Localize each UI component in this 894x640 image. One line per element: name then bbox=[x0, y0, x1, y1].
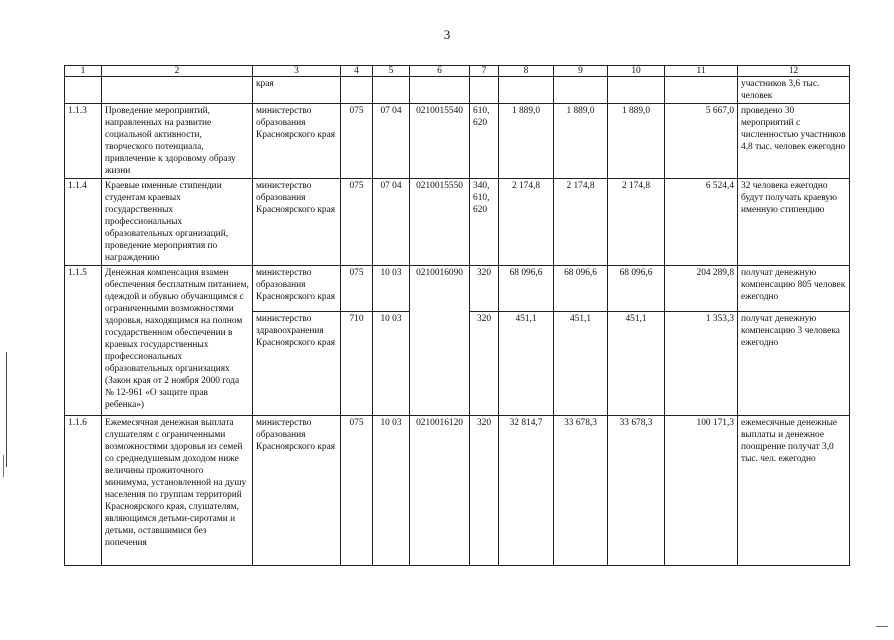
header-cell: 5 bbox=[373, 66, 410, 77]
cell-c6: 0210016120 bbox=[410, 416, 470, 566]
cell-c11 bbox=[665, 77, 738, 104]
header-cell: 9 bbox=[554, 66, 608, 77]
cell-c5: 07 04 bbox=[373, 104, 410, 179]
header-row bbox=[65, 66, 850, 77]
cell-c7 bbox=[470, 77, 499, 104]
table-row bbox=[65, 179, 850, 266]
cell-result: ежемесячные денежные выплаты и денежное поощрение получат 3,0 тыс. чел. ежегодно bbox=[738, 416, 850, 566]
header-cell: 4 bbox=[341, 66, 373, 77]
cell-org: министерство образования Красноярского края bbox=[253, 266, 341, 312]
table-row-continued bbox=[65, 77, 850, 104]
cell-c11: 1 353,3 bbox=[665, 312, 738, 416]
cell-name: Проведение мероприятий, направленных на развитие социальной активности, творческого потенциала, привлечение к здоровому образу жизни bbox=[102, 104, 253, 179]
cell-c9: 1 889,0 bbox=[554, 104, 608, 179]
cell-c4: 075 bbox=[341, 416, 373, 566]
header-cell: 10 bbox=[608, 66, 665, 77]
cell-c6 bbox=[410, 77, 470, 104]
header-cell: 3 bbox=[253, 66, 341, 77]
header-cell: 6 bbox=[410, 66, 470, 77]
cell-c5: 10 03 bbox=[373, 416, 410, 566]
cell-num: 1.1.3 bbox=[65, 104, 102, 179]
cell-org: министерство образования Красноярского края bbox=[253, 104, 341, 179]
cell-c10: 2 174,8 bbox=[608, 179, 665, 266]
cell-c11: 5 667,0 bbox=[665, 104, 738, 179]
cell-c5 bbox=[373, 77, 410, 104]
cell-result: 32 человека ежегодно будут получать краевую именную стипендию bbox=[738, 179, 850, 266]
cell-c8 bbox=[499, 77, 554, 104]
cell-c5: 10 03 bbox=[373, 312, 410, 416]
cell-c6: 0210016090 bbox=[410, 266, 470, 416]
cell-result: получат денежную компенсацию 3 человека ежегодно bbox=[738, 312, 850, 416]
cell-c9: 33 678,3 bbox=[554, 416, 608, 566]
cell-c7: 320 bbox=[470, 312, 499, 416]
cell-num: 1.1.5 bbox=[65, 266, 102, 416]
cell-c9 bbox=[554, 77, 608, 104]
cell-c10: 451,1 bbox=[608, 312, 665, 416]
cell-c11: 100 171,3 bbox=[665, 416, 738, 566]
page-number: 3 bbox=[443, 27, 451, 42]
cell-c5: 07 04 bbox=[373, 179, 410, 266]
cell-result: получат денежную компенсацию 805 человек ежегодно bbox=[738, 266, 850, 312]
header-cell: 11 bbox=[665, 66, 738, 77]
cell-c4: 075 bbox=[341, 104, 373, 179]
scan-margin-line bbox=[6, 352, 7, 467]
cell-c4: 075 bbox=[341, 179, 373, 266]
table-row bbox=[65, 104, 850, 179]
cell-name: Краевые именные стипендии студентам краевых государственных профессиональных образовательных организаций, проведение мероприятия по награждению bbox=[102, 179, 253, 266]
cell-c11: 6 524,4 bbox=[665, 179, 738, 266]
cell-c9: 68 096,6 bbox=[554, 266, 608, 312]
cell-org: министерство образования Красноярского края bbox=[253, 416, 341, 566]
cell-c8: 2 174,8 bbox=[499, 179, 554, 266]
cell-c8: 451,1 bbox=[499, 312, 554, 416]
table-row bbox=[65, 416, 850, 566]
cell-c10: 1 889,0 bbox=[608, 104, 665, 179]
header-cell: 8 bbox=[499, 66, 554, 77]
header-cell: 7 bbox=[470, 66, 499, 77]
cell-c4 bbox=[341, 77, 373, 104]
cell-num: 1.1.6 bbox=[65, 416, 102, 566]
scan-corner-mark bbox=[876, 626, 888, 627]
cell-c5: 10 03 bbox=[373, 266, 410, 312]
cell-c10 bbox=[608, 77, 665, 104]
cell-c7: 340, 610, 620 bbox=[470, 179, 499, 266]
cell-c4: 710 bbox=[341, 312, 373, 416]
cell-org: министерство образования Красноярского края bbox=[253, 179, 341, 266]
cell-org: министерство здравоохранения Красноярского края bbox=[253, 312, 341, 416]
scan-margin-line-short bbox=[3, 455, 4, 477]
cell-num bbox=[65, 77, 102, 104]
cell-org: края bbox=[253, 77, 341, 104]
cell-c10: 68 096,6 bbox=[608, 266, 665, 312]
cell-c6: 0210015550 bbox=[410, 179, 470, 266]
cell-c6: 0210015540 bbox=[410, 104, 470, 179]
header-cell: 12 bbox=[738, 66, 850, 77]
cell-c7: 320 bbox=[470, 416, 499, 566]
cell-num: 1.1.4 bbox=[65, 179, 102, 266]
header-cell: 2 bbox=[102, 66, 253, 77]
program-measures-table bbox=[64, 65, 850, 566]
cell-name: Ежемесячная денежная выплата слушателям с ограниченными возможностями здоровья из семей со среднедушевым доходом ниже величины прожиточного минимума, установленной на душу населения по группам территорий Красноярского края, слушателям, являющимся детьми-сиротами и детьми, оставшимися без попечения bbox=[102, 416, 253, 566]
cell-name bbox=[102, 77, 253, 104]
cell-result: участников 3,6 тыс. человек bbox=[738, 77, 850, 104]
cell-c11: 204 289,8 bbox=[665, 266, 738, 312]
cell-c8: 68 096,6 bbox=[499, 266, 554, 312]
cell-c9: 451,1 bbox=[554, 312, 608, 416]
cell-c10: 33 678,3 bbox=[608, 416, 665, 566]
cell-c7: 610, 620 bbox=[470, 104, 499, 179]
cell-result: проведено 30 мероприятий с численностью участников 4,8 тыс. человек ежегодно bbox=[738, 104, 850, 179]
cell-c9: 2 174,8 bbox=[554, 179, 608, 266]
cell-name: Денежная компенсация взамен обеспечения бесплатным питанием, одеждой и обувью обучающимся с ограниченными возможностями здоровья, находящимся на полном государственном обеспечении в краевых государственных профессиональных образовательных организациях (Закон края от 2 ноября 2000 года № 12-961 «О защите прав ребенка») bbox=[102, 266, 253, 416]
cell-c4: 075 bbox=[341, 266, 373, 312]
cell-c7: 320 bbox=[470, 266, 499, 312]
cell-c8: 32 814,7 bbox=[499, 416, 554, 566]
table-row bbox=[65, 266, 850, 312]
header-cell: 1 bbox=[65, 66, 102, 77]
cell-c8: 1 889,0 bbox=[499, 104, 554, 179]
